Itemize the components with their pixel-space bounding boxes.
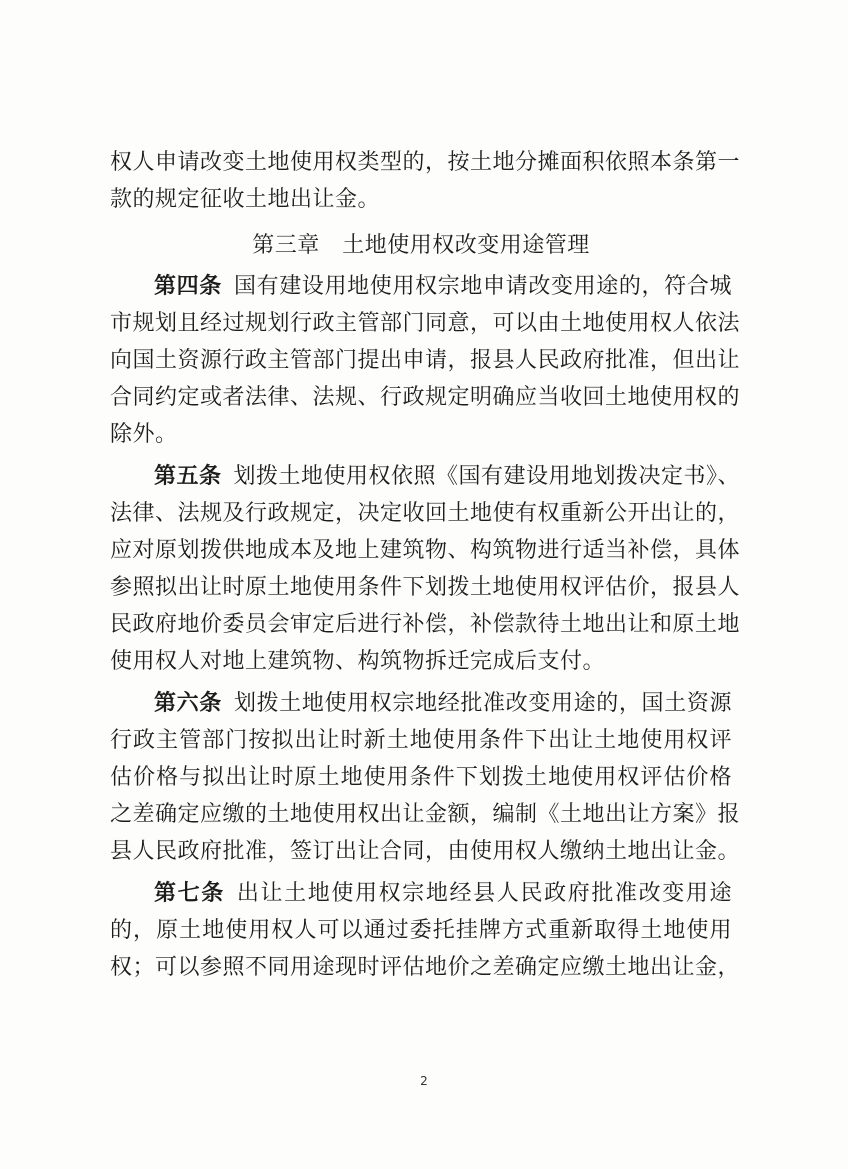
article-label: 第四条	[154, 274, 222, 299]
text-line: 的，原土地使用权人可以通过委托挂牌方式重新取得土地使用	[110, 918, 732, 943]
article-label: 第七条	[154, 881, 225, 906]
text-line: 向国土资源行政主管部门提出申请，报县人民政府批准，但出让	[110, 348, 741, 373]
text-line: 划拨土地使用权依照《国有建设用地划拨决定书》、	[233, 464, 741, 489]
article-label: 第五条	[154, 464, 222, 489]
text-line: 市规划且经过规划行政主管部门同意，可以由土地使用权人依法	[110, 311, 741, 336]
text-line: 合同约定或者法律、法规、行政规定明确应当收回土地使用权的	[110, 385, 741, 410]
text-line: 法律、法规及行政规定，决定收回土地使有权重新公开出让的，	[110, 501, 741, 526]
text-line: 使用权人对地上建筑物、构筑物拆迁完成后支付。	[110, 649, 606, 674]
text-line: 行政主管部门按拟出让时新土地使用条件下出让土地使用权评	[110, 728, 732, 753]
text-line: 县人民政府批准，签订出让合同，由使用权人缴纳土地出让金。	[110, 839, 741, 864]
text-line: 权；可以参照不同用途现时评估地价之差确定应缴土地出让金，	[110, 955, 741, 980]
text-line: 估价格与拟出让时原土地使用条件下划拨土地使用权评估价格	[110, 765, 732, 790]
text-line: 划拨土地使用权宗地经批准改变用途的，国土资源	[233, 691, 732, 716]
text-line: 民政府地价委员会审定后进行补偿，补偿款待土地出让和原土地	[110, 612, 741, 637]
text-line: 国有建设用地使用权宗地申请改变用途的，符合城	[233, 274, 732, 299]
page-number: 2	[420, 1074, 428, 1088]
article-6	[110, 685, 741, 870]
chapter-heading: 第三章 土地使用权改变用途管理	[252, 233, 590, 258]
text-line: 参照拟出让时原土地使用条件下划拨土地使用权评估价，报县人	[110, 575, 741, 600]
text-line: 应对原划拨供地成本及地上建筑物、构筑物进行适当补偿，具体	[110, 538, 741, 563]
text-line: 权人申请改变土地使用权类型的，按土地分摊面积依照本条第一	[110, 150, 741, 175]
document-body	[110, 144, 741, 986]
text-line: 除外。	[110, 422, 178, 447]
text-line: 出让土地使用权宗地经县人民政府批准改变用途	[236, 881, 732, 906]
text-line: 之差确定应缴的土地使用权出让金额，编制《土地出让方案》报	[110, 802, 741, 827]
article-label: 第六条	[154, 691, 222, 716]
intro-paragraph	[110, 144, 741, 218]
article-4	[110, 268, 741, 453]
article-7	[110, 875, 741, 986]
article-5	[110, 458, 741, 680]
text-line: 款的规定征收土地出让金。	[110, 187, 381, 212]
